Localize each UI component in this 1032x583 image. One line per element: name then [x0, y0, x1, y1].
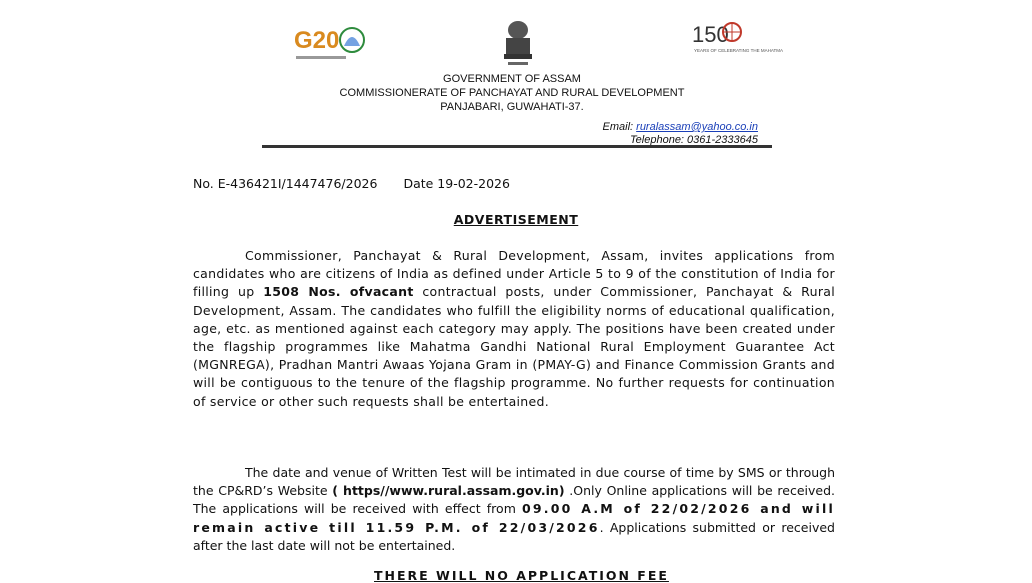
letterhead — [0, 72, 1024, 114]
contact-block — [603, 121, 758, 147]
reference-line — [193, 176, 510, 191]
g20-logo — [292, 18, 372, 66]
paragraph2-text-a: The date and venue of Written Test will be intimated in due course of time by SMS or through the CP&RD’s Website — [193, 465, 835, 499]
gandhi-logo-number: 150 — [692, 22, 729, 47]
paragraph1-text-b: contractual posts, under Commissioner, Panchayat & Rural Development, Assam. The candidates who fulfill the eligibility norms of educational qualification, age, etc. as mentioned against each category may apply. The positions have been created under the flagship programmes like Mahatma Gandhi National Rural Employment Guarantee Act (MGNREGA), Pradhan Mantri Awaas Yojana Gram in (PMAY-G) and Finance Commission Grants and will be contiguous to the tenure of the flagship programme. No further requests for continuation of service or other such requests shall be entertained. — [193, 284, 835, 409]
paragraph2-text-c: . Applications submitted or received after the last date will not be entertained. — [193, 519, 835, 553]
g20-logo-text: G20 — [294, 27, 340, 54]
vacancy-count: 1508 Nos. ofvacant — [263, 284, 414, 300]
header-commissionerate: COMMISSIONERATE OF PANCHAYAT AND RURAL DEVELOPMENT — [339, 87, 685, 99]
section-heading-cut: THERE WILL NO APPLICATION FEE — [374, 568, 669, 583]
gandhi-logo-caption: YEARS OF CELEBRATING THE MAHATMA — [694, 48, 784, 53]
document-title: ADVERTISEMENT — [453, 212, 579, 227]
national-emblem-icon — [498, 18, 538, 68]
gandhi-150-logo — [690, 16, 784, 68]
email-link[interactable]: ruralassam@yahoo.co.in — [636, 121, 758, 133]
paragraph-schedule — [193, 464, 835, 555]
website-link[interactable]: ( https//www.rural.assam.gov.in) — [332, 483, 565, 499]
header-address: PANJABARI, GUWAHATI-37. — [440, 101, 584, 113]
reference-date: Date 19-02-2026 — [403, 176, 510, 191]
paragraph1-text-a: Commissioner, Panchayat & Rural Development, Assam, invites applications from candidates who are citizens of India as defined under Article 5 to 9 of the constitution of India for filling up — [193, 248, 835, 300]
reference-number: No. E-436421I/1447476/2026 — [193, 176, 378, 191]
email-label: Email: — [602, 121, 634, 133]
telephone: Telephone: 0361-2333645 — [629, 134, 758, 146]
header-divider — [262, 145, 772, 148]
logo-row — [0, 8, 1024, 64]
header-government: GOVERNMENT OF ASSAM — [443, 73, 581, 85]
application-dates: 09.00 A.M of 22/02/2026 and will remain active till 11.59 P.M. of 22/03/2026 — [193, 501, 835, 535]
paragraph2-text-b: .Only Online applications will be received. The applications will be received with effect from — [193, 483, 836, 517]
paragraph-invitation — [193, 247, 835, 411]
